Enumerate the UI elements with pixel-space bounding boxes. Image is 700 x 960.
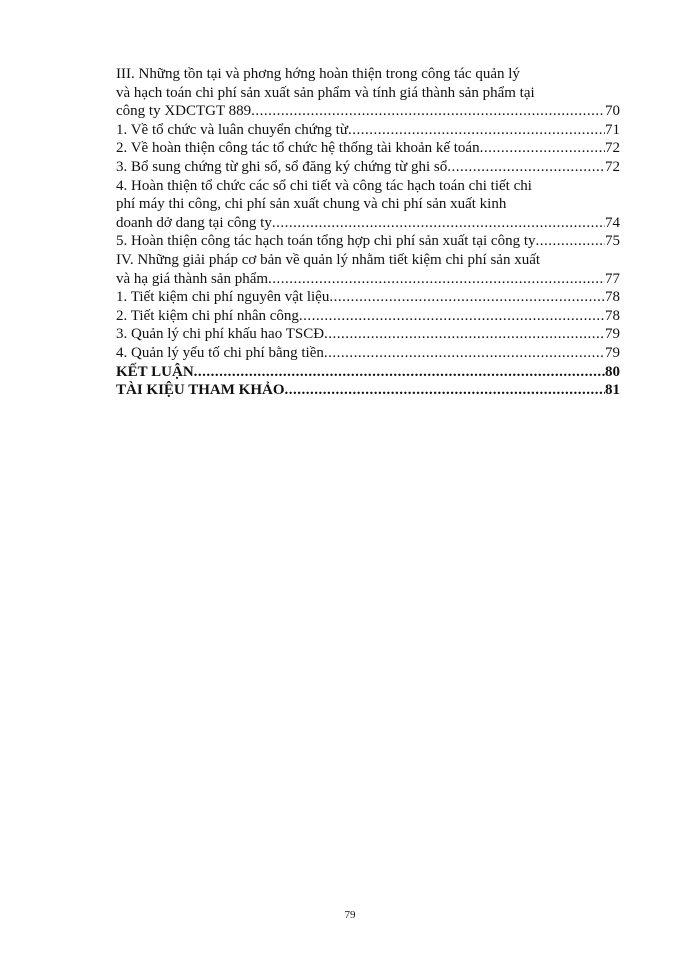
toc-entry — [116, 139, 620, 158]
toc-entry-text: phí máy thi công, chi phí sản xuất chung và chi phí sản xuất kinh — [116, 196, 507, 213]
toc-entry-text: TÀI KIỆU THAM KHẢO — [116, 382, 285, 399]
dot-leader — [329, 288, 605, 307]
toc-entry-text: 5. Hoàn thiện công tác hạch toán tổng hợp chi phí sản xuất tại công ty — [116, 233, 536, 250]
toc-entry-line — [116, 102, 620, 121]
toc-entry — [116, 232, 620, 251]
toc-entry-text: 1. Tiết kiệm chi phí nguyên vật liệu — [116, 289, 330, 306]
dot-leader — [447, 158, 605, 177]
toc-page-number: 71 — [605, 121, 620, 138]
dot-leader — [348, 121, 605, 140]
toc-entry-text: 2. Về hoàn thiện công tác tổ chức hệ thống tài khoản kế toán — [116, 140, 480, 157]
dot-leader — [480, 139, 605, 158]
toc-page-number: 79 — [605, 326, 620, 343]
toc-entry — [116, 363, 620, 382]
toc-entry-line — [116, 325, 620, 344]
toc-entry-text: 3. Quản lý chi phí khấu hao TSCĐ — [116, 326, 325, 343]
toc-entry — [116, 251, 620, 288]
toc-page-number: 72 — [605, 158, 620, 175]
toc-entry-line — [116, 214, 620, 233]
toc-entry-line — [116, 251, 620, 270]
toc-entry — [116, 381, 620, 400]
toc-entry-line — [116, 381, 620, 400]
toc-entry-text: 3. Bổ sung chứng từ ghi sổ, sổ đăng ký chứng từ ghi sổ — [116, 158, 448, 175]
toc-entry-text: 4. Quản lý yếu tố chi phí bằng tiền — [116, 344, 324, 361]
dot-leader — [285, 381, 606, 400]
toc-entry-line — [116, 158, 620, 177]
dot-leader — [324, 325, 605, 344]
toc-entry-text: và hạ giá thành sản phẩm — [116, 270, 269, 287]
toc-entry-line — [116, 65, 620, 84]
toc-entry-text: IV. Những giải pháp cơ bản về quản lý nhằm tiết kiệm chi phí sản xuất — [116, 251, 541, 268]
toc-page-number: 75 — [605, 233, 620, 250]
toc-page-number: 80 — [605, 363, 620, 380]
toc-page-number: 77 — [605, 270, 620, 287]
dot-leader — [251, 102, 605, 121]
toc-entry — [116, 307, 620, 326]
toc-entry-line — [116, 84, 620, 103]
dot-leader — [194, 363, 605, 382]
toc-entry — [116, 121, 620, 140]
toc-entry-line — [116, 177, 620, 196]
toc-entry-text: 4. Hoàn thiện tổ chức các sổ chi tiết và công tác hạch toán chi tiết chi — [116, 177, 532, 194]
toc-entry-text: III. Những tồn tại và phơng hớng hoàn thiện trong công tác quản lý — [116, 66, 520, 82]
toc-page-number: 72 — [605, 140, 620, 157]
toc-entry-line — [116, 270, 620, 289]
toc-entry-line — [116, 307, 620, 326]
dot-leader — [536, 232, 606, 251]
dot-leader — [268, 270, 605, 289]
toc-entry — [116, 325, 620, 344]
page-number: 79 — [344, 909, 356, 921]
table-of-contents — [116, 65, 620, 400]
toc-page-number: 70 — [605, 103, 620, 120]
toc-entry — [116, 344, 620, 363]
toc-entry-line — [116, 232, 620, 251]
toc-page-number: 78 — [605, 307, 620, 324]
toc-entry-text: KẾT LUẬN — [116, 363, 194, 380]
toc-entry-line — [116, 344, 620, 363]
toc-page-number: 78 — [605, 289, 620, 306]
toc-entry-text: 2. Tiết kiệm chi phí nhân công — [116, 307, 299, 324]
toc-entry — [116, 288, 620, 307]
toc-page-number: 79 — [605, 344, 620, 361]
toc-entry-line — [116, 363, 620, 382]
toc-entry-line — [116, 288, 620, 307]
dot-leader — [324, 344, 605, 363]
toc-entry — [116, 158, 620, 177]
toc-entry-line — [116, 121, 620, 140]
toc-entry-line — [116, 195, 620, 214]
toc-page-number: 81 — [605, 382, 620, 399]
toc-entry-line — [116, 139, 620, 158]
dot-leader — [299, 307, 605, 326]
toc-entry-text: công ty XDCTGT 889 — [116, 103, 252, 120]
toc-entry-text: 1. Về tổ chức và luân chuyển chứng từ — [116, 121, 348, 138]
toc-entry — [116, 65, 620, 121]
toc-page-number: 74 — [605, 214, 620, 231]
toc-entry — [116, 177, 620, 233]
toc-entry-text: doanh dở dang tại công ty — [116, 214, 272, 231]
toc-entry-text: và hạch toán chi phí sản xuất sản phẩm và tính giá thành sản phẩm tại — [116, 84, 535, 101]
dot-leader — [272, 214, 605, 233]
